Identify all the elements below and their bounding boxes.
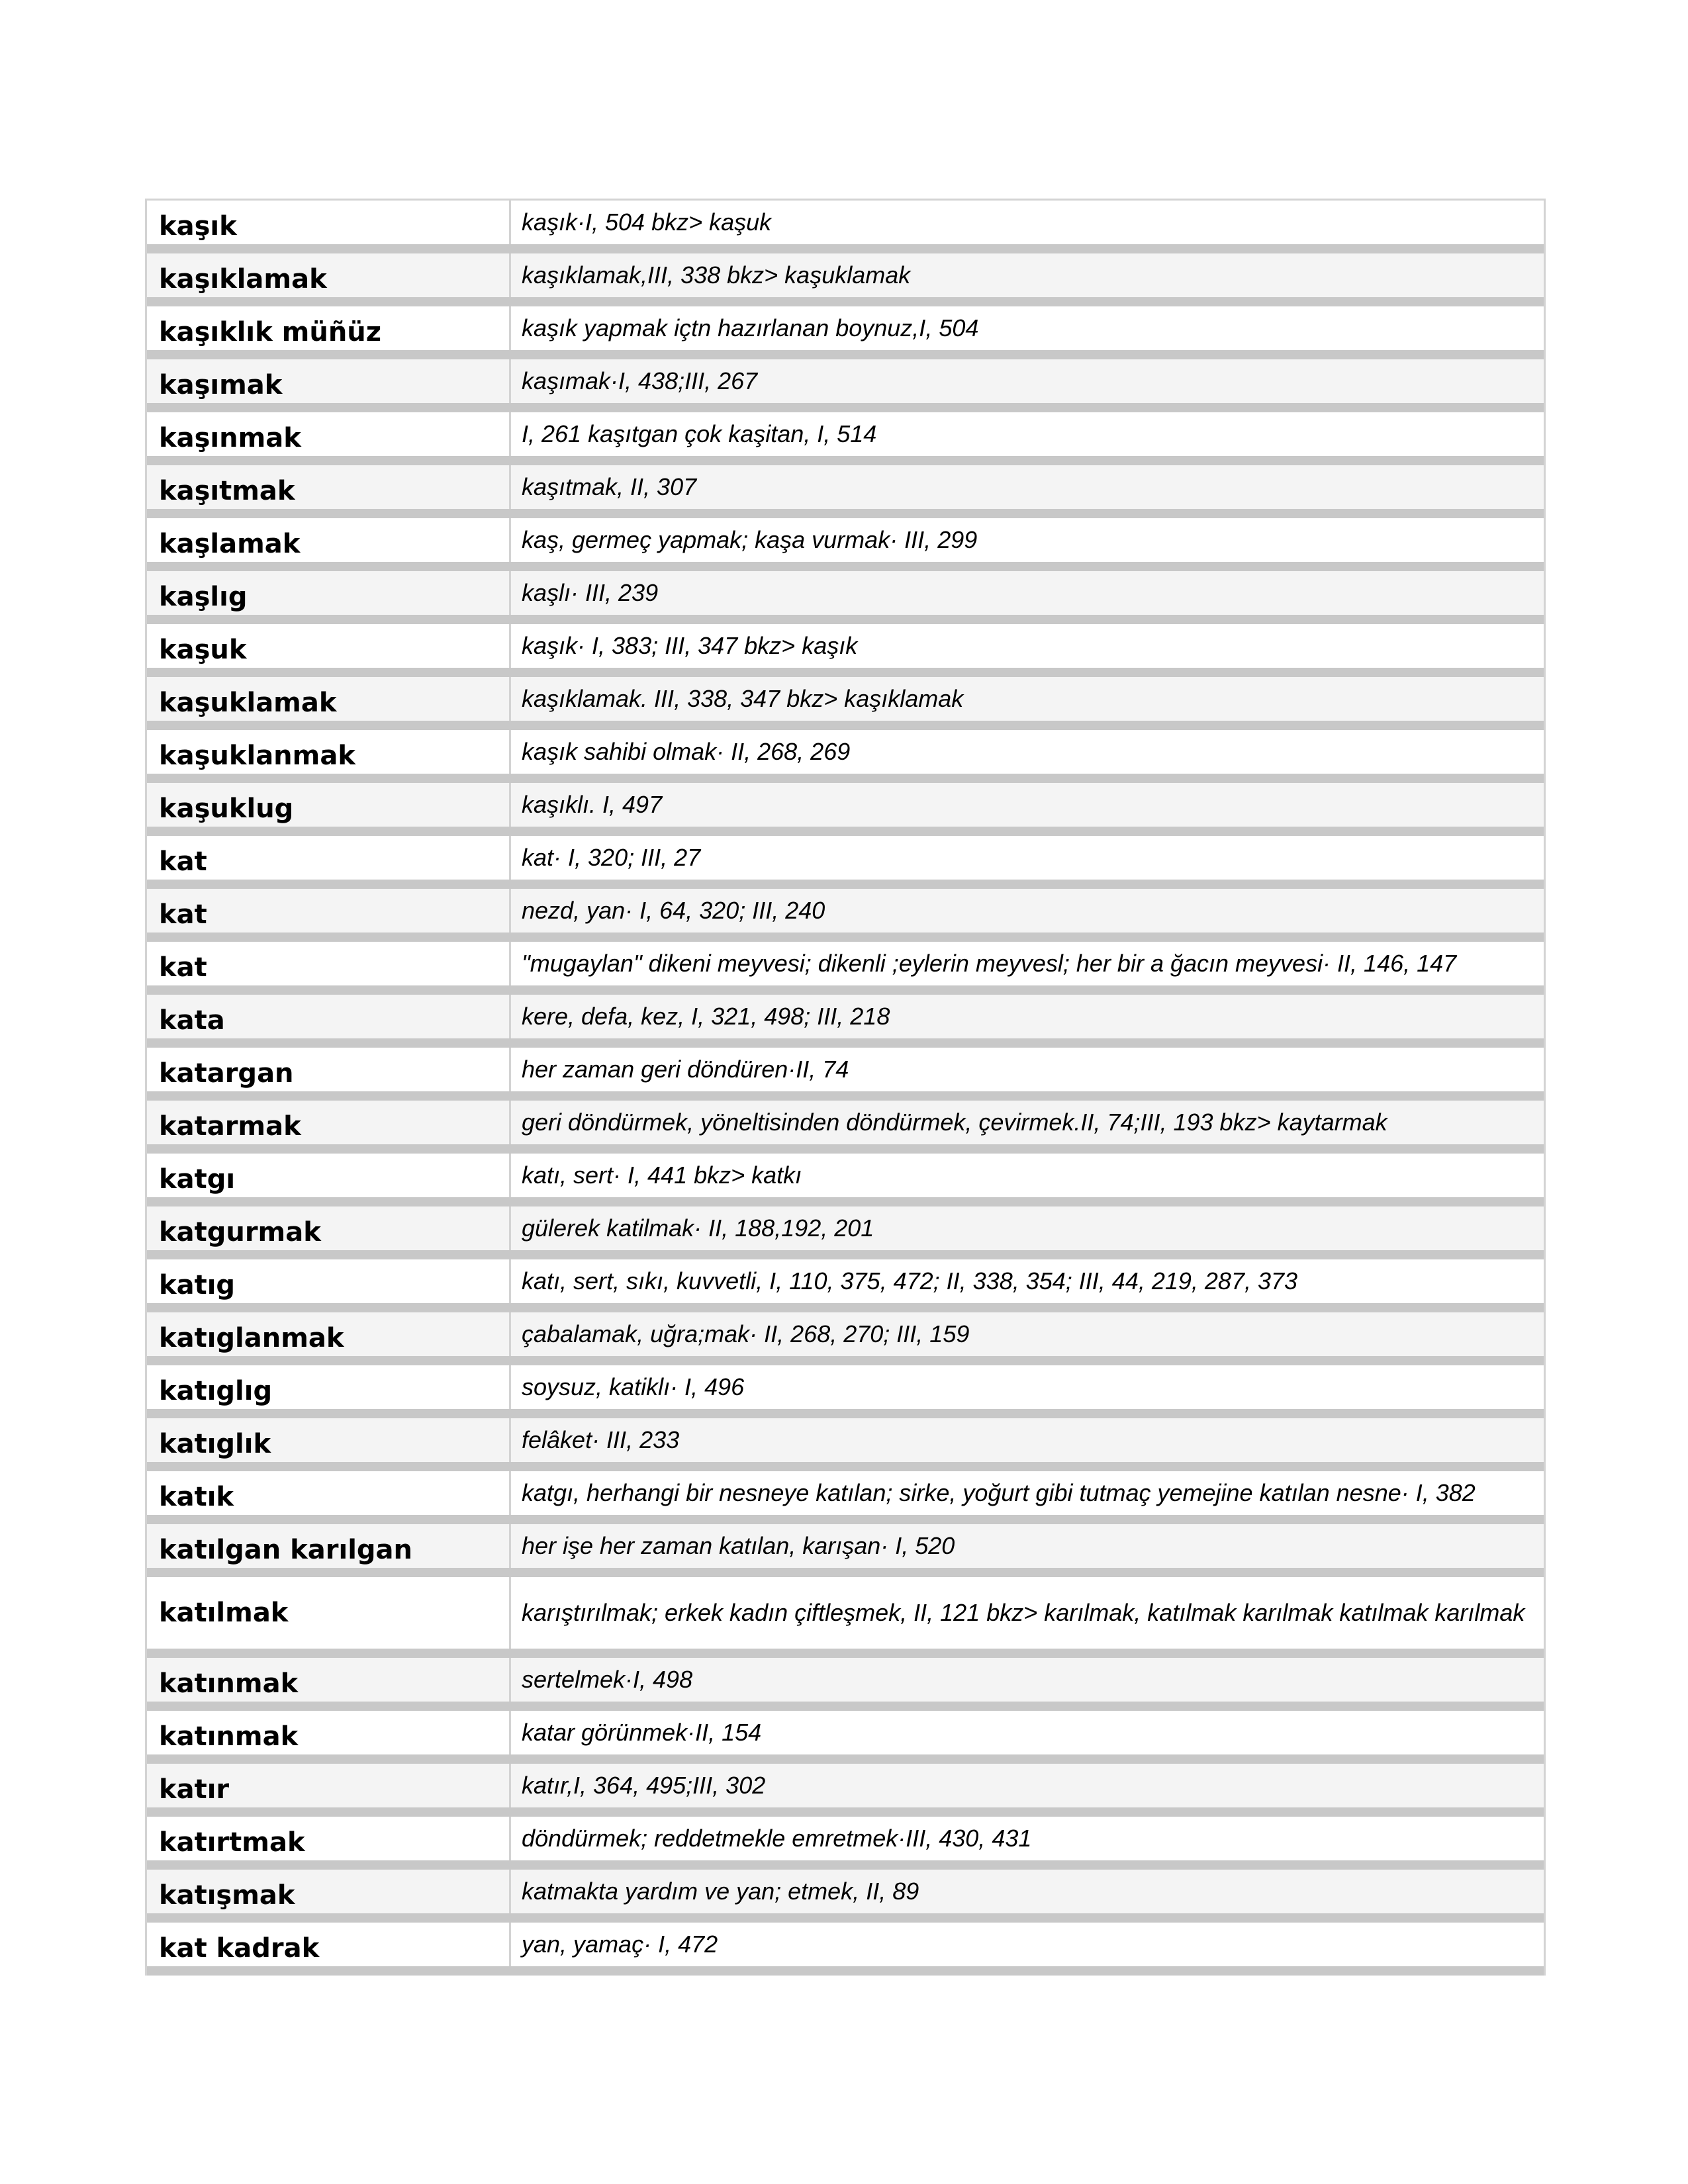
entry-definition: kaşlı· III, 239 <box>511 571 1544 615</box>
entry-definition: nezd, yan· I, 64, 320; III, 240 <box>511 889 1544 933</box>
entry-definition: felâket· III, 233 <box>511 1418 1544 1462</box>
table-row <box>147 783 1544 836</box>
table-row <box>147 1154 1544 1206</box>
table-row <box>147 306 1544 359</box>
table-row <box>147 942 1544 995</box>
entry-term: katılmak <box>147 1577 511 1649</box>
table-row <box>147 995 1544 1048</box>
entry-term: kaşlamak <box>147 518 511 562</box>
entry-term: kaşıklamak <box>147 253 511 297</box>
table-row <box>147 571 1544 624</box>
table-row <box>147 1206 1544 1259</box>
table-row <box>147 1577 1544 1658</box>
table-row <box>147 1365 1544 1418</box>
entry-definition: katır,I, 364, 495;III, 302 <box>511 1764 1544 1807</box>
entry-definition: kaşımak·I, 438;III, 267 <box>511 359 1544 403</box>
table-row <box>147 624 1544 677</box>
entry-term: kata <box>147 995 511 1038</box>
entry-term: katıglık <box>147 1418 511 1462</box>
entry-term: kat kadrak <box>147 1923 511 1966</box>
entry-term: katgı <box>147 1154 511 1197</box>
entry-definition: kaşık yapmak içtn hazırlanan boynuz,I, 504 <box>522 314 979 341</box>
entry-term: katınmak <box>147 1658 511 1702</box>
table-row <box>147 1524 1544 1577</box>
entry-definition: kaşıklı. I, 497 <box>511 783 1544 827</box>
table-row <box>147 730 1544 783</box>
table-row <box>147 1312 1544 1365</box>
entry-term: katılgan karılgan <box>147 1524 511 1568</box>
table-row <box>147 1471 1544 1524</box>
entry-term: katargan <box>147 1048 511 1091</box>
table-row <box>147 359 1544 412</box>
entry-definition: katgı, herhangi bir nesneye katılan; sirke, yoğurt gibi tutmaç yemejine katılan nesne· I, 382 <box>522 1479 1476 1506</box>
entry-term: kaşınmak <box>147 412 511 456</box>
table-row <box>147 465 1544 518</box>
entry-definition: katar görünmek·II, 154 <box>522 1719 762 1746</box>
entry-definition: her zaman geri döndüren·II, 74 <box>522 1056 849 1083</box>
entry-term: kaşuk <box>147 624 511 668</box>
entry-term: kaşuklamak <box>147 677 511 721</box>
entry-term: katıglıg <box>147 1365 511 1409</box>
entry-term: katırtmak <box>147 1817 511 1860</box>
entry-definition: kaş, germeç yapmak; kaşa vurmak· III, 299 <box>522 526 978 553</box>
entry-term: katınmak <box>147 1711 511 1754</box>
table-row <box>147 1418 1544 1471</box>
entry-definition: I, 261 kaşıtgan çok kaşitan, I, 514 <box>522 420 877 447</box>
entry-term: katır <box>147 1764 511 1807</box>
entry-definition: döndürmek; reddetmekle emretmek·III, 430, 431 <box>522 1825 1032 1852</box>
entry-definition: katmakta yardım ve yan; etmek, II, 89 <box>511 1870 1544 1913</box>
entry-definition: kaşık·I, 504 bkz> kaşuk <box>522 208 772 236</box>
entry-term: katıg <box>147 1259 511 1303</box>
entry-term: kaşuklug <box>147 783 511 827</box>
entry-term: kaşıtmak <box>147 465 511 509</box>
table-row <box>147 1048 1544 1101</box>
entry-definition: yan, yamaç· I, 472 <box>522 1931 718 1958</box>
entry-definition: çabalamak, uğra;mak· II, 268, 270; III, 159 <box>511 1312 1544 1356</box>
entry-term: katgurmak <box>147 1206 511 1250</box>
entry-term: kaşıklık müñüz <box>147 306 511 350</box>
entry-definition: soysuz, katiklı· I, 496 <box>522 1373 745 1400</box>
entry-definition: kaşıklamak,III, 338 bkz> kaşuklamak <box>511 253 1544 297</box>
table-row <box>147 1923 1544 1976</box>
entry-term: kat <box>147 889 511 933</box>
entry-term: kaşuklanmak <box>147 730 511 774</box>
table-row <box>147 412 1544 465</box>
table-row <box>147 1817 1544 1870</box>
entry-definition: kere, defa, kez, I, 321, 498; III, 218 <box>511 995 1544 1038</box>
table-row <box>147 253 1544 306</box>
entry-definition: kaşık sahibi olmak· II, 268, 269 <box>522 738 851 765</box>
entry-definition: kat· I, 320; III, 27 <box>522 844 701 871</box>
table-row <box>147 1658 1544 1711</box>
dictionary-table <box>145 199 1546 1976</box>
entry-term: kaşık <box>147 201 511 244</box>
table-row <box>147 201 1544 253</box>
entry-definition: karıştırılmak; erkek kadın çiftleşmek, II, 121 bkz> karılmak, katılmak karılmak katılmak karılmak <box>522 1599 1525 1626</box>
entry-definition: kaşıklamak. III, 338, 347 bkz> kaşıklamak <box>511 677 1544 721</box>
table-row <box>147 518 1544 571</box>
entry-term: kaşlıg <box>147 571 511 615</box>
table-row <box>147 889 1544 942</box>
entry-definition: her işe her zaman katılan, karışan· I, 520 <box>511 1524 1544 1568</box>
entry-definition: gülerek katilmak· II, 188,192, 201 <box>511 1206 1544 1250</box>
entry-definition: "mugaylan" dikeni meyvesi; dikenli ;eylerin meyvesl; her bir a ğacın meyvesi· II, 146, 147 <box>522 950 1457 977</box>
entry-term: katışmak <box>147 1870 511 1913</box>
entry-definition: sertelmek·I, 498 <box>511 1658 1544 1702</box>
table-row <box>147 1870 1544 1923</box>
entry-definition: kaşık· I, 383; III, 347 bkz> kaşık <box>522 632 858 659</box>
entry-term: kat <box>147 836 511 880</box>
entry-definition: katı, sert, sıkı, kuvvetli, I, 110, 375, 472; II, 338, 354; III, 44, 219, 287, 373 <box>522 1267 1298 1295</box>
entry-definition: katı, sert· I, 441 bkz> katkı <box>522 1161 802 1189</box>
table-row <box>147 1764 1544 1817</box>
table-row <box>147 677 1544 730</box>
entry-definition: geri döndürmek, yöneltisinden döndürmek, çevirmek.II, 74;III, 193 bkz> kaytarmak <box>511 1101 1544 1144</box>
table-row <box>147 1101 1544 1154</box>
entry-term: kat <box>147 942 511 985</box>
entry-term: kaşımak <box>147 359 511 403</box>
entry-term: katarmak <box>147 1101 511 1144</box>
table-row <box>147 1711 1544 1764</box>
entry-term: katıglanmak <box>147 1312 511 1356</box>
table-row <box>147 1259 1544 1312</box>
entry-term: katık <box>147 1471 511 1515</box>
table-row <box>147 836 1544 889</box>
entry-definition: kaşıtmak, II, 307 <box>511 465 1544 509</box>
